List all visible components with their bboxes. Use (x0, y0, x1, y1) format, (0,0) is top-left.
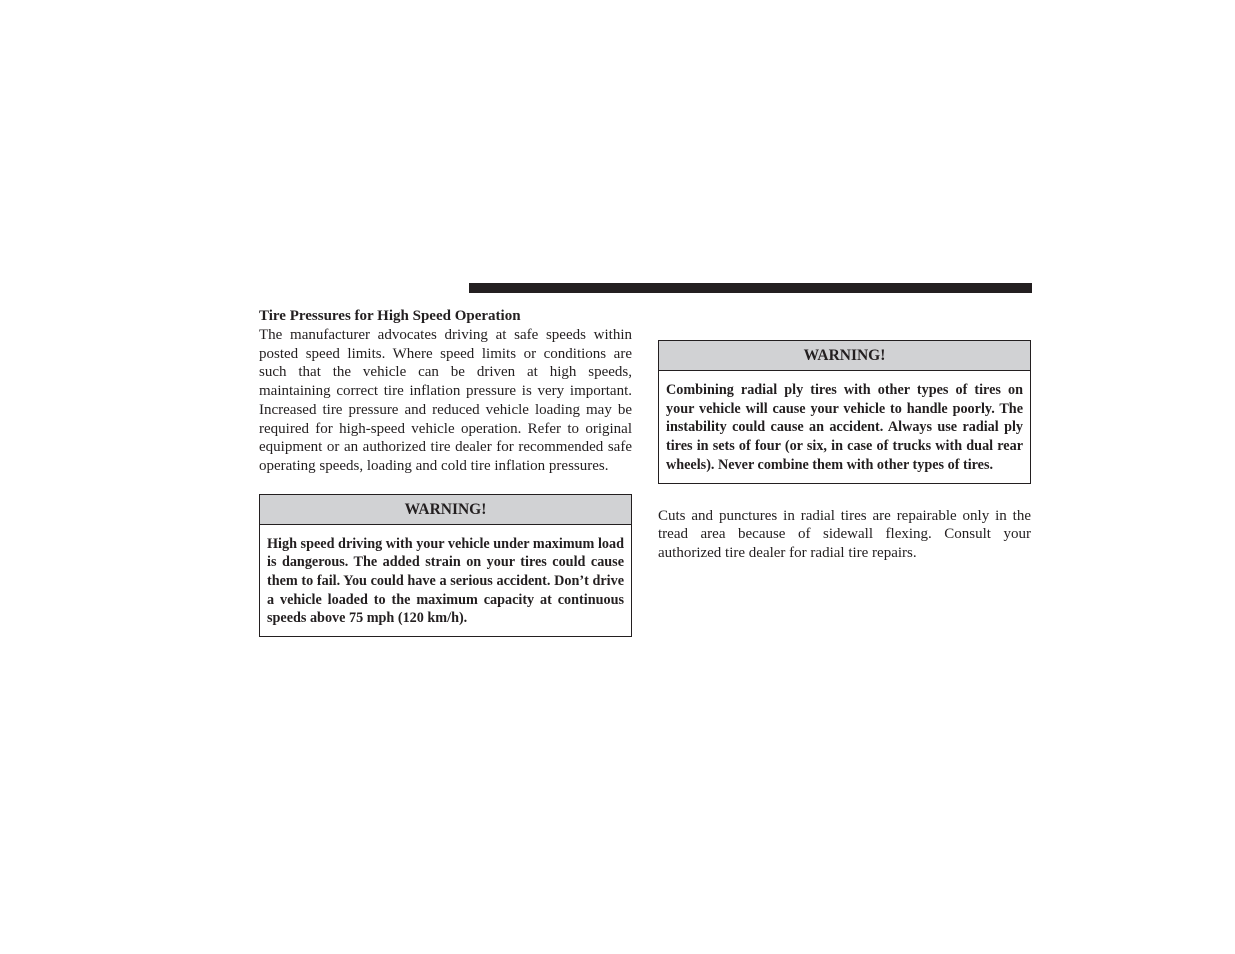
warning-text: Combining radial ply tires with other types of tires on your vehicle will cause your vehicle to handle poorly. The instability could cause an accident. Always use radial ply tires in sets of four (or six, in case of trucks with dual rear wheels). Never combine them with other types of tires. (666, 382, 1023, 473)
warning-title: WARNING! (260, 495, 631, 525)
radial-tire-warning-box (658, 340, 1031, 484)
high-speed-warning-box (259, 494, 632, 638)
section-heading: Tire Pressures for High Speed Operation (259, 308, 521, 324)
right-column (658, 340, 1031, 563)
warning-text: High speed driving with your vehicle under maximum load is dangerous. The added strain on your tires could cause them to fail. You could have a serious accident. Don’t drive a vehicle loaded to the maximum capacity at continuous speeds above 75 mph (120 km/h). (267, 535, 624, 627)
section-header-bar (469, 283, 1032, 293)
radial-repair-paragraph: Cuts and punctures in radial tires are repairable only in the tread area because of sidewall flexing. Consult your authorized tire dealer for radial tire repairs. (658, 507, 1031, 561)
left-column (259, 307, 632, 637)
high-speed-paragraph: The manufacturer advocates driving at safe speeds within posted speed limits. Where speed limits or conditions are such that the vehicle can be driven at high speeds, maintaining correct tire inflation pressure is very important. Increased tire pressure and reduced vehicle loading may be required for high-speed vehicle operation. Refer to original equipment or an authorized tire dealer for recommended safe operating speeds, loading and cold tire inflation pressures. (259, 327, 632, 474)
warning-title: WARNING! (659, 341, 1030, 371)
